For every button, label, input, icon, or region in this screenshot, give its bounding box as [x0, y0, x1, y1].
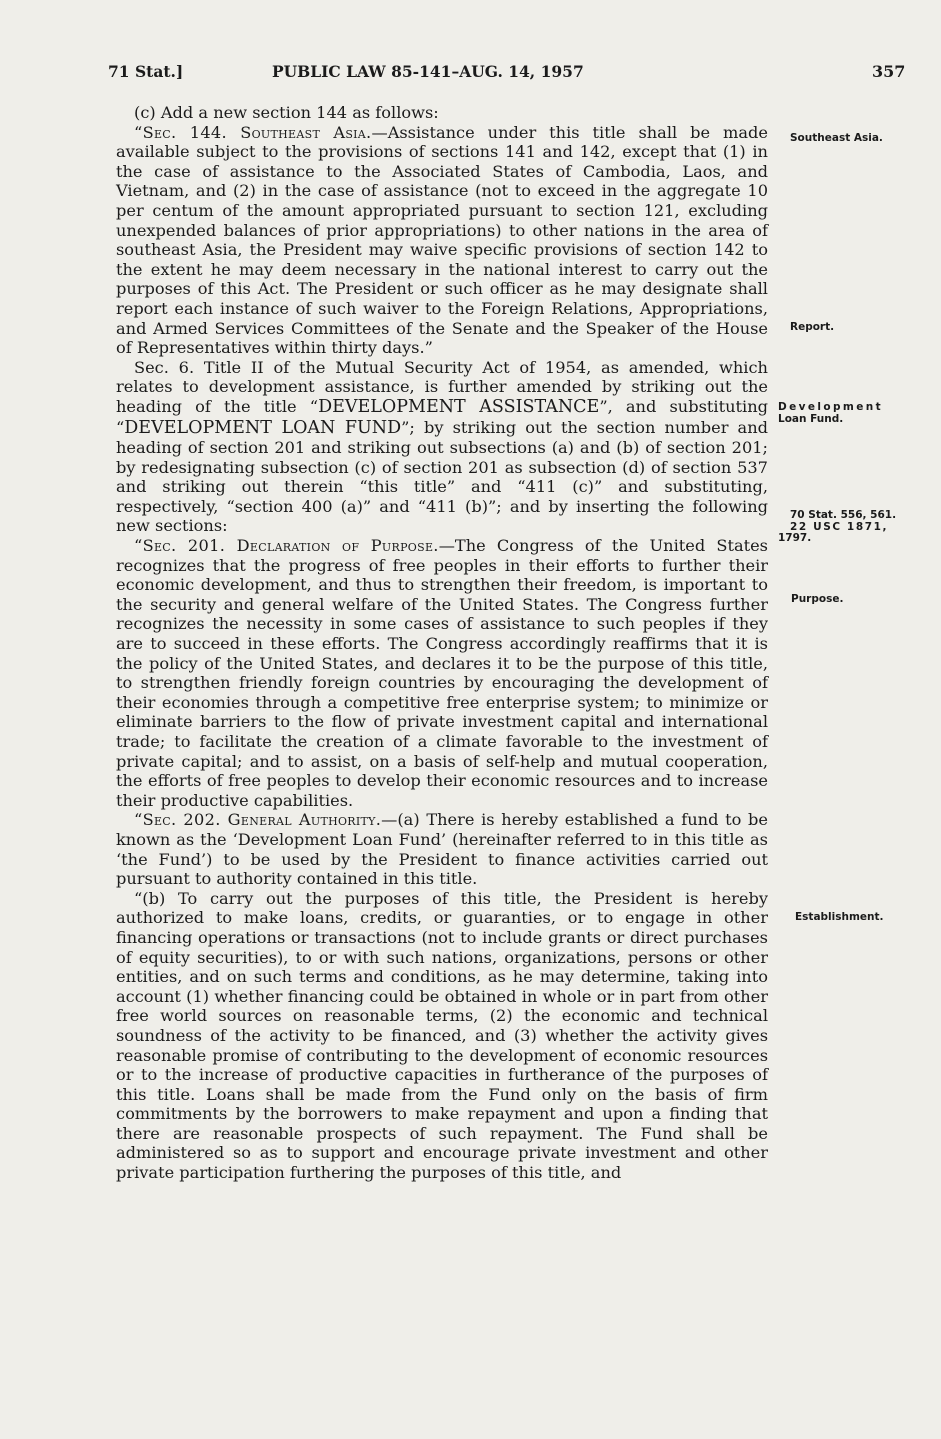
paragraph-section-144-intro: (c) Add a new section 144 as follows: — [134, 103, 439, 122]
margin-note-purpose: Purpose. — [791, 593, 844, 605]
paragraph-text: —Assistance under this title shall be made available subject to the provisions of sections 141 and 142, except that (1) in the case of assistance to the Associated States of Cambodia, Laos, and Vietnam, and (2) in the case of assistance (not to exceed in the aggregate 10 per centum of the amount appropriated pursuant to section 121, excluding unexpended balances of prior appropriations) to other nations in the area of southeast Asia, the President may waive specific provisions of section 142 to the extent he may deem necessary in the national interest to carry out the purposes of this Act. The President or such officer as he may designate shall report each instance of such waiver to the Foreign Relations, Appropriations, and Armed Services Committees of the Senate and the Speaker of the House of Representatives within thirty days.” — [116, 122, 768, 358]
margin-note-report: Report. — [790, 321, 835, 333]
section-heading: “Sec. 144. Southeast Asia. — [134, 122, 372, 142]
paragraph-section-202a — [116, 810, 768, 888]
paragraph-text: —(a) There is hereby established a fund to be known as the ‘Development Loan Fund’ (hereinafter referred to in this title as ‘the Fund’) to be used by the President to finance activities carried out pursuant to authority contained in this title. — [116, 810, 768, 889]
paragraph-section-201 — [116, 536, 768, 810]
header-title: PUBLIC LAW 85-141–AUG. 14, 1957 — [272, 62, 584, 81]
margin-note-establishment: Establishment. — [795, 911, 884, 923]
title-caps: DEVELOPMENT LOAN FUND — [124, 417, 402, 438]
paragraph-text: —The Congress of the United States recognizes that the progress of free peoples in their efforts to further their economic development, and thus to strengthen their freedom, is important to the security and general welfare of the United States. The Congress further recognizes the necessity in some cases of assistance to such peoples if they are to succeed in these efforts. The Congress accordingly reaffirms that it is the policy of the United States, and declares it to be the purpose of this title, to strengthen friendly foreign countries by encouraging the development of their economies through a competitive free enterprise system; to minimize or eliminate barriers to the flow of private investment capital and international trade; to facilitate the creation of a climate favorable to the investment of private capital; and to assist, on a basis of self-help and mutual cooperation, the efforts of free peoples to develop their economic resources and to increase their productive capabilities. — [116, 536, 768, 810]
page-number: 357 — [872, 62, 906, 81]
section-heading: “Sec. 201. Declaration of Purpose. — [134, 536, 439, 556]
paragraph-text: ”; by striking out the section number and heading of section 201 and striking out subsections (a) and (b) of section 201; by redesignating subsection (c) of section 201 as subsection (d) of section 537 and striking out therein “this title” and “411 (c)” and substituting, respectively, “section 400 (a)” and “411 (b)”; and by inserting the following new sections: — [116, 417, 768, 536]
paragraph-section-144 — [116, 123, 768, 358]
margin-note-southeast-asia: Southeast Asia. — [790, 132, 883, 144]
document-body — [116, 103, 768, 1183]
section-heading: “Sec. 202. General Authority. — [134, 810, 382, 830]
margin-note-line: 22 USC 1871, — [790, 520, 889, 533]
margin-note-line: 70 Stat. 556, 561. — [790, 509, 897, 521]
title-caps: DEVELOPMENT ASSISTANCE — [318, 396, 600, 417]
paragraph-section-6 — [116, 358, 768, 536]
paragraph-text: Title II of the Mutual Security Act of 1954, as amended, which relates to development assistance, is further amended by striking out the heading of the title “ — [116, 357, 768, 416]
margin-note-line: Development — [778, 401, 884, 413]
paragraph-section-202b: “(b) To carry out the purposes of this title, the President is hereby authorized to make loans, credits, or guaranties, or to engage in other financing operations or transactions (not to include grants or direct purchases of equity securities), to or with such nations, organizations, persons or other entities, and on such terms and conditions, as he may determine, taking into account (1) whether financing could be obtained in whole or in part from other free world sources on reasonable terms, (2) the economic and technical soundness of the activity to be financed, and (3) whether the activity gives reasonable promise of contributing to the development of economic resources or to the increase of productive capacities in furtherance of the purposes of this title. Loans shall be made from the Fund only on the basis of firm commitments by the borrowers to make repayment and upon a finding that there are reasonable prospects of such repayment. The Fund shall be administered so as to support and encourage private investment and other private participation furthering the purposes of this title, and — [116, 888, 768, 1183]
margin-note-citation — [778, 510, 896, 545]
paragraph-text: ”, and substituting “ — [116, 396, 768, 437]
margin-note-line: 1797. — [778, 532, 812, 544]
section-heading: Sec. 6. — [134, 357, 195, 377]
margin-note-line: Loan Fund. — [778, 412, 844, 425]
header-statute-ref: 71 Stat.] — [108, 62, 184, 81]
margin-note-development-loan-fund — [778, 402, 883, 425]
